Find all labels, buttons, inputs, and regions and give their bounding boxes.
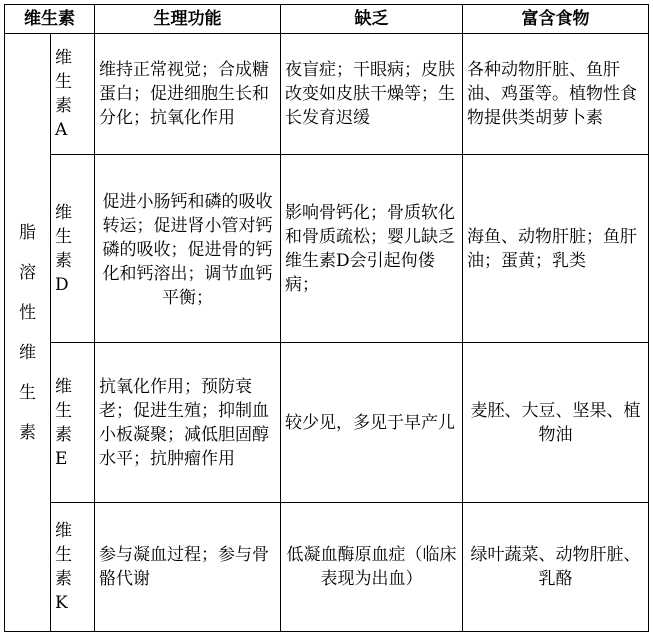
header-row <box>5 5 649 34</box>
function-cell: 抗氧化作用；预防衰老；促进生殖；抑制血小板凝聚；减低胆固醇水平；抗肿瘤作用 <box>95 343 281 503</box>
deficiency-cell: 影响骨钙化；骨质软化和骨质疏松；婴儿缺乏维生素D会引起佝偻病； <box>281 155 463 343</box>
header-vitamin: 维生素 <box>5 5 95 34</box>
function-cell: 参与凝血过程；参与骨骼代谢 <box>95 503 281 632</box>
deficiency-cell: 较少见，多见于早产儿 <box>281 343 463 503</box>
category-cell: 脂 溶 性 维 生 素 <box>5 34 51 632</box>
table-row <box>5 34 649 155</box>
vitamin-name-cell: 维 生 素 A <box>51 34 95 155</box>
foods-cell: 海鱼、动物肝脏；鱼肝油；蛋黄；乳类 <box>463 155 649 343</box>
table-row <box>5 343 649 503</box>
foods-cell: 绿叶蔬菜、动物肝脏、乳酪 <box>463 503 649 632</box>
foods-cell: 麦胚、大豆、坚果、植物油 <box>463 343 649 503</box>
vitamin-name-cell: 维 生 素 K <box>51 503 95 632</box>
header-foods: 富含食物 <box>463 5 649 34</box>
function-cell: 维持正常视觉；合成糖蛋白；促进细胞生长和分化；抗氧化作用 <box>95 34 281 155</box>
table-row <box>5 155 649 343</box>
vitamin-name-cell: 维 生 素 D <box>51 155 95 343</box>
header-deficiency: 缺乏 <box>281 5 463 34</box>
deficiency-cell: 低凝血酶原血症（临床表现为出血） <box>281 503 463 632</box>
vitamin-table <box>4 4 649 632</box>
deficiency-cell: 夜盲症；干眼病；皮肤改变如皮肤干燥等；生长发育迟缓 <box>281 34 463 155</box>
header-function: 生理功能 <box>95 5 281 34</box>
function-cell: 促进小肠钙和磷的吸收转运；促进肾小管对钙磷的吸收；促进骨的钙化和钙溶出；调节血钙平衡； <box>95 155 281 343</box>
foods-cell: 各种动物肝脏、鱼肝油、鸡蛋等。植物性食物提供类胡萝卜素 <box>463 34 649 155</box>
table-row <box>5 503 649 632</box>
vitamin-name-cell: 维 生 素 E <box>51 343 95 503</box>
